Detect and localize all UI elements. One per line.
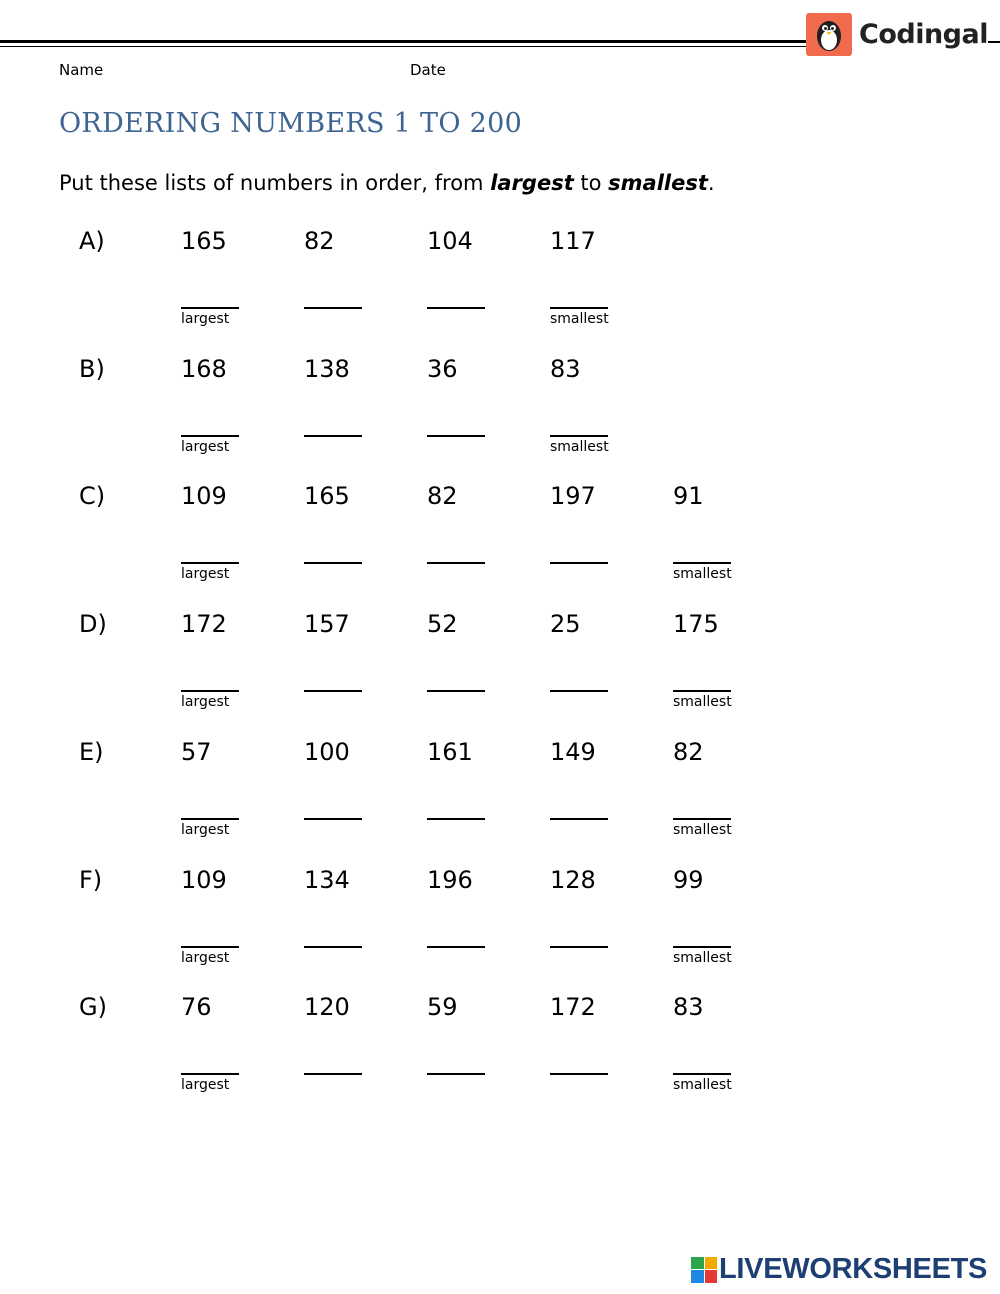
problem-number: 134 [304,866,350,894]
answer-blank[interactable] [550,1043,608,1075]
largest-caption: largest [181,822,230,838]
problem-number: 120 [304,993,350,1021]
smallest-caption: smallest [550,311,609,327]
problem-number: 57 [181,738,212,766]
problem-number: 100 [304,738,350,766]
problem-row [0,482,1000,602]
codingal-logo [806,12,988,56]
answer-blank[interactable] [181,788,239,820]
answer-blank[interactable] [550,405,608,437]
problem-number: 83 [673,993,704,1021]
problem-number: 104 [427,227,473,255]
penguin-icon [806,13,852,56]
answer-blank[interactable] [427,532,485,564]
liveworksheets-brand: LIVEWORKSHEETS [719,1253,988,1285]
largest-caption: largest [181,311,230,327]
problem-number: 172 [550,993,596,1021]
instructions [59,171,715,195]
problem-number: 83 [550,355,581,383]
answer-blank[interactable] [673,788,731,820]
answer-blank[interactable] [550,916,608,948]
problem-label: A) [79,227,105,255]
problem-label: G) [79,993,107,1021]
problem-number: 52 [427,610,458,638]
answer-blank[interactable] [550,788,608,820]
answer-blank[interactable] [427,660,485,692]
problem-number: 117 [550,227,596,255]
answer-blank[interactable] [304,1043,362,1075]
problem-row [0,227,1000,347]
problem-row [0,610,1000,730]
problem-number: 109 [181,482,227,510]
answer-blank[interactable] [550,277,608,309]
header-rule-end [988,41,1000,43]
answer-blank[interactable] [304,277,362,309]
answer-blank[interactable] [304,788,362,820]
answer-blank[interactable] [304,532,362,564]
instructions-middle: to [573,171,609,195]
answer-blank[interactable] [673,660,731,692]
instructions-prefix: Put these lists of numbers in order, from [59,171,491,195]
header-rule [0,40,810,43]
header-rule-thin [0,46,810,47]
answer-blank[interactable] [181,532,239,564]
problem-number: 165 [304,482,350,510]
name-label: Name [59,61,104,79]
answer-blank[interactable] [673,532,731,564]
answer-blank[interactable] [427,1043,485,1075]
answer-blank[interactable] [181,660,239,692]
problem-number: 36 [427,355,458,383]
answer-blank[interactable] [181,277,239,309]
problem-number: 175 [673,610,719,638]
instructions-suffix: . [707,171,715,195]
problem-number: 82 [427,482,458,510]
problem-row [0,993,1000,1113]
problem-row [0,866,1000,986]
smallest-caption: smallest [673,566,732,582]
problem-number: 165 [181,227,227,255]
problem-label: E) [79,738,104,766]
problem-number: 91 [673,482,704,510]
largest-caption: largest [181,1077,230,1093]
problem-label: F) [79,866,103,894]
problem-number: 157 [304,610,350,638]
largest-caption: largest [181,439,230,455]
answer-blank[interactable] [427,277,485,309]
liveworksheets-logo [691,1253,987,1286]
problem-number: 197 [550,482,596,510]
answer-blank[interactable] [304,916,362,948]
problem-number: 161 [427,738,473,766]
answer-blank[interactable] [673,1043,731,1075]
date-label: Date [410,61,446,79]
instructions-smallest: smallest [608,171,708,195]
answer-blank[interactable] [427,405,485,437]
answer-blank[interactable] [427,788,485,820]
answer-blank[interactable] [550,532,608,564]
answer-blank[interactable] [550,660,608,692]
problem-number: 82 [673,738,704,766]
problem-number: 76 [181,993,212,1021]
problem-number: 138 [304,355,350,383]
problem-number: 25 [550,610,581,638]
problem-number: 128 [550,866,596,894]
answer-blank[interactable] [181,916,239,948]
answer-blank[interactable] [304,660,362,692]
worksheet-title: ORDERING NUMBERS 1 TO 200 [59,108,523,139]
problem-number: 168 [181,355,227,383]
answer-blank[interactable] [181,405,239,437]
problem-row [0,355,1000,475]
instructions-largest: largest [490,171,574,195]
smallest-caption: smallest [673,1077,732,1093]
brand-name: Codingal [859,18,988,50]
problem-number: 149 [550,738,596,766]
answer-blank[interactable] [304,405,362,437]
largest-caption: largest [181,566,230,582]
problem-label: B) [79,355,105,383]
problem-number: 109 [181,866,227,894]
problem-number: 172 [181,610,227,638]
largest-caption: largest [181,950,230,966]
answer-blank[interactable] [181,1043,239,1075]
smallest-caption: smallest [673,694,732,710]
smallest-caption: smallest [673,822,732,838]
answer-blank[interactable] [427,916,485,948]
answer-blank[interactable] [673,916,731,948]
problem-number: 99 [673,866,704,894]
problem-number: 82 [304,227,335,255]
problem-label: C) [79,482,106,510]
problem-number: 59 [427,993,458,1021]
smallest-caption: smallest [673,950,732,966]
problem-number: 196 [427,866,473,894]
liveworksheets-icon [691,1257,717,1283]
largest-caption: largest [181,694,230,710]
smallest-caption: smallest [550,439,609,455]
problem-label: D) [79,610,107,638]
problem-row [0,738,1000,858]
